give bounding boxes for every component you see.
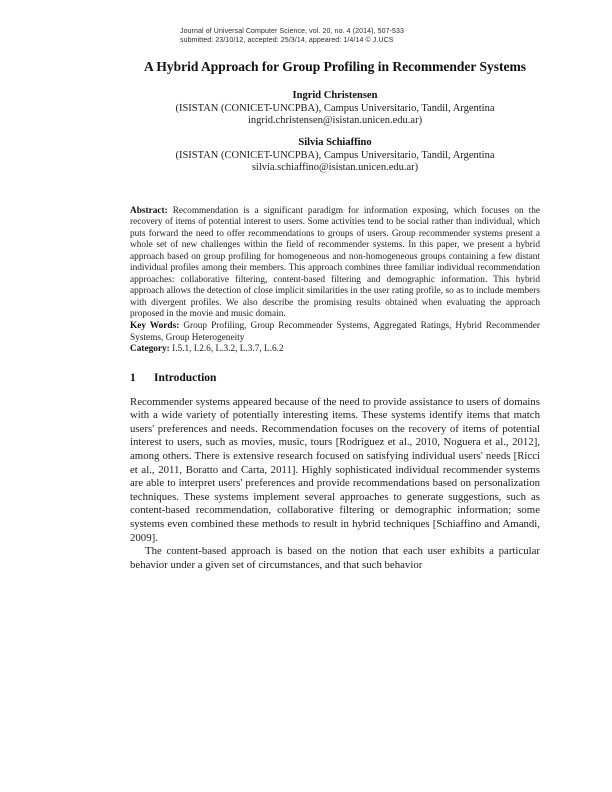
section-heading-introduction: [130, 372, 540, 384]
author-affiliation: (ISISTAN (CONICET-UNCPBA), Campus Universitario, Tandil, Argentina: [175, 149, 495, 161]
category-label: Category:: [130, 344, 170, 355]
abstract-text: Recommendation is a significant paradigm for information exposing, which focuses on the recovery of items of potential interest to users. Some activities tend to be social rather than individual, which puts forward the need to offer recommendations to groups of users. Group recommender systems present a whole set of new challenges within the field of recommender systems. In this paper, we present a hybrid approach based on group profiling for homogeneous and non-homogeneous groups containing a few distant individual profiles among their members. This approach combines three familiar individual recommendation approaches: collaborative filtering, content-based filtering and demographic information. This hybrid approach allows the detection of close implicit similarities in the user rating profile, so as to include members with divergent profiles. We also describe the promising results obtained when evaluating the approach proposed in the movie and music domain.: [130, 205, 540, 320]
journal-header-line1: Journal of Universal Computer Science, vol. 20, no. 4 (2014), 507-533: [180, 28, 405, 35]
section-number: 1: [130, 371, 136, 384]
author-block-1: [130, 89, 540, 128]
author-name: Silvia Schiaffino: [298, 136, 372, 148]
journal-header: [180, 28, 540, 45]
frontmatter: [130, 206, 540, 356]
text-column: [130, 28, 540, 572]
section-title: Introduction: [154, 371, 217, 384]
author-block-2: [130, 136, 540, 175]
abstract-label: Abstract:: [130, 205, 168, 216]
abstract: [130, 206, 540, 321]
keywords: [130, 321, 540, 344]
keywords-text: Group Profiling, Group Recommender Systems, Aggregated Ratings, Hybrid Recommender Systems, Group Heterogeneity: [130, 320, 540, 343]
intro-paragraph-2: The content-based approach is based on the notion that each user exhibits a particular behavior under a given set of circumstances, and that such behavior: [130, 545, 540, 571]
category-text: I.5.1, I.2.6, L.3.2, L.3.7, L.6.2: [172, 344, 284, 355]
author-email: silvia.schiaffino@isistan.unicen.edu.ar): [251, 162, 419, 173]
intro-paragraph-1: Recommender systems appeared because of the need to provide assistance to users of domains with a wide variety of potentially interesting items. These systems identify items that match users' preferences and needs. Recommendation focuses on the recovery of items of potential interest to users, such as movies, music, tours [Rodríguez et al., 2010, Noguera et al., 2012], among others. There is extensive research focused on satisfying individual users' needs [Ricci et al., 2011, Boratto and Carta, 2011]. Highly sophisticated individual recommender systems are able to interpret users' preferences and provide recommendations based on personalization techniques. These systems implement several approaches to generate suggestions, such as content-based recommendation, collaborative filtering or demographic information; some systems even combined these methods to result in hybrid techniques [Schiaffino and Amandi, 2009].: [130, 395, 540, 544]
author-email: ingrid.christensen@isistan.unicen.edu.ar): [247, 115, 423, 126]
category: [130, 344, 540, 356]
journal-header-line2: submitted: 23/10/12, accepted: 25/3/14, appeared: 1/4/14 © J.UCS: [180, 36, 394, 44]
author-affiliation: (ISISTAN (CONICET-UNCPBA), Campus Universitario, Tandil, Argentina: [175, 102, 495, 114]
author-name: Ingrid Christensen: [292, 89, 378, 101]
paper-title: A Hybrid Approach for Group Profiling in Recommender Systems: [143, 59, 527, 74]
keywords-label: Key Words:: [130, 320, 180, 331]
